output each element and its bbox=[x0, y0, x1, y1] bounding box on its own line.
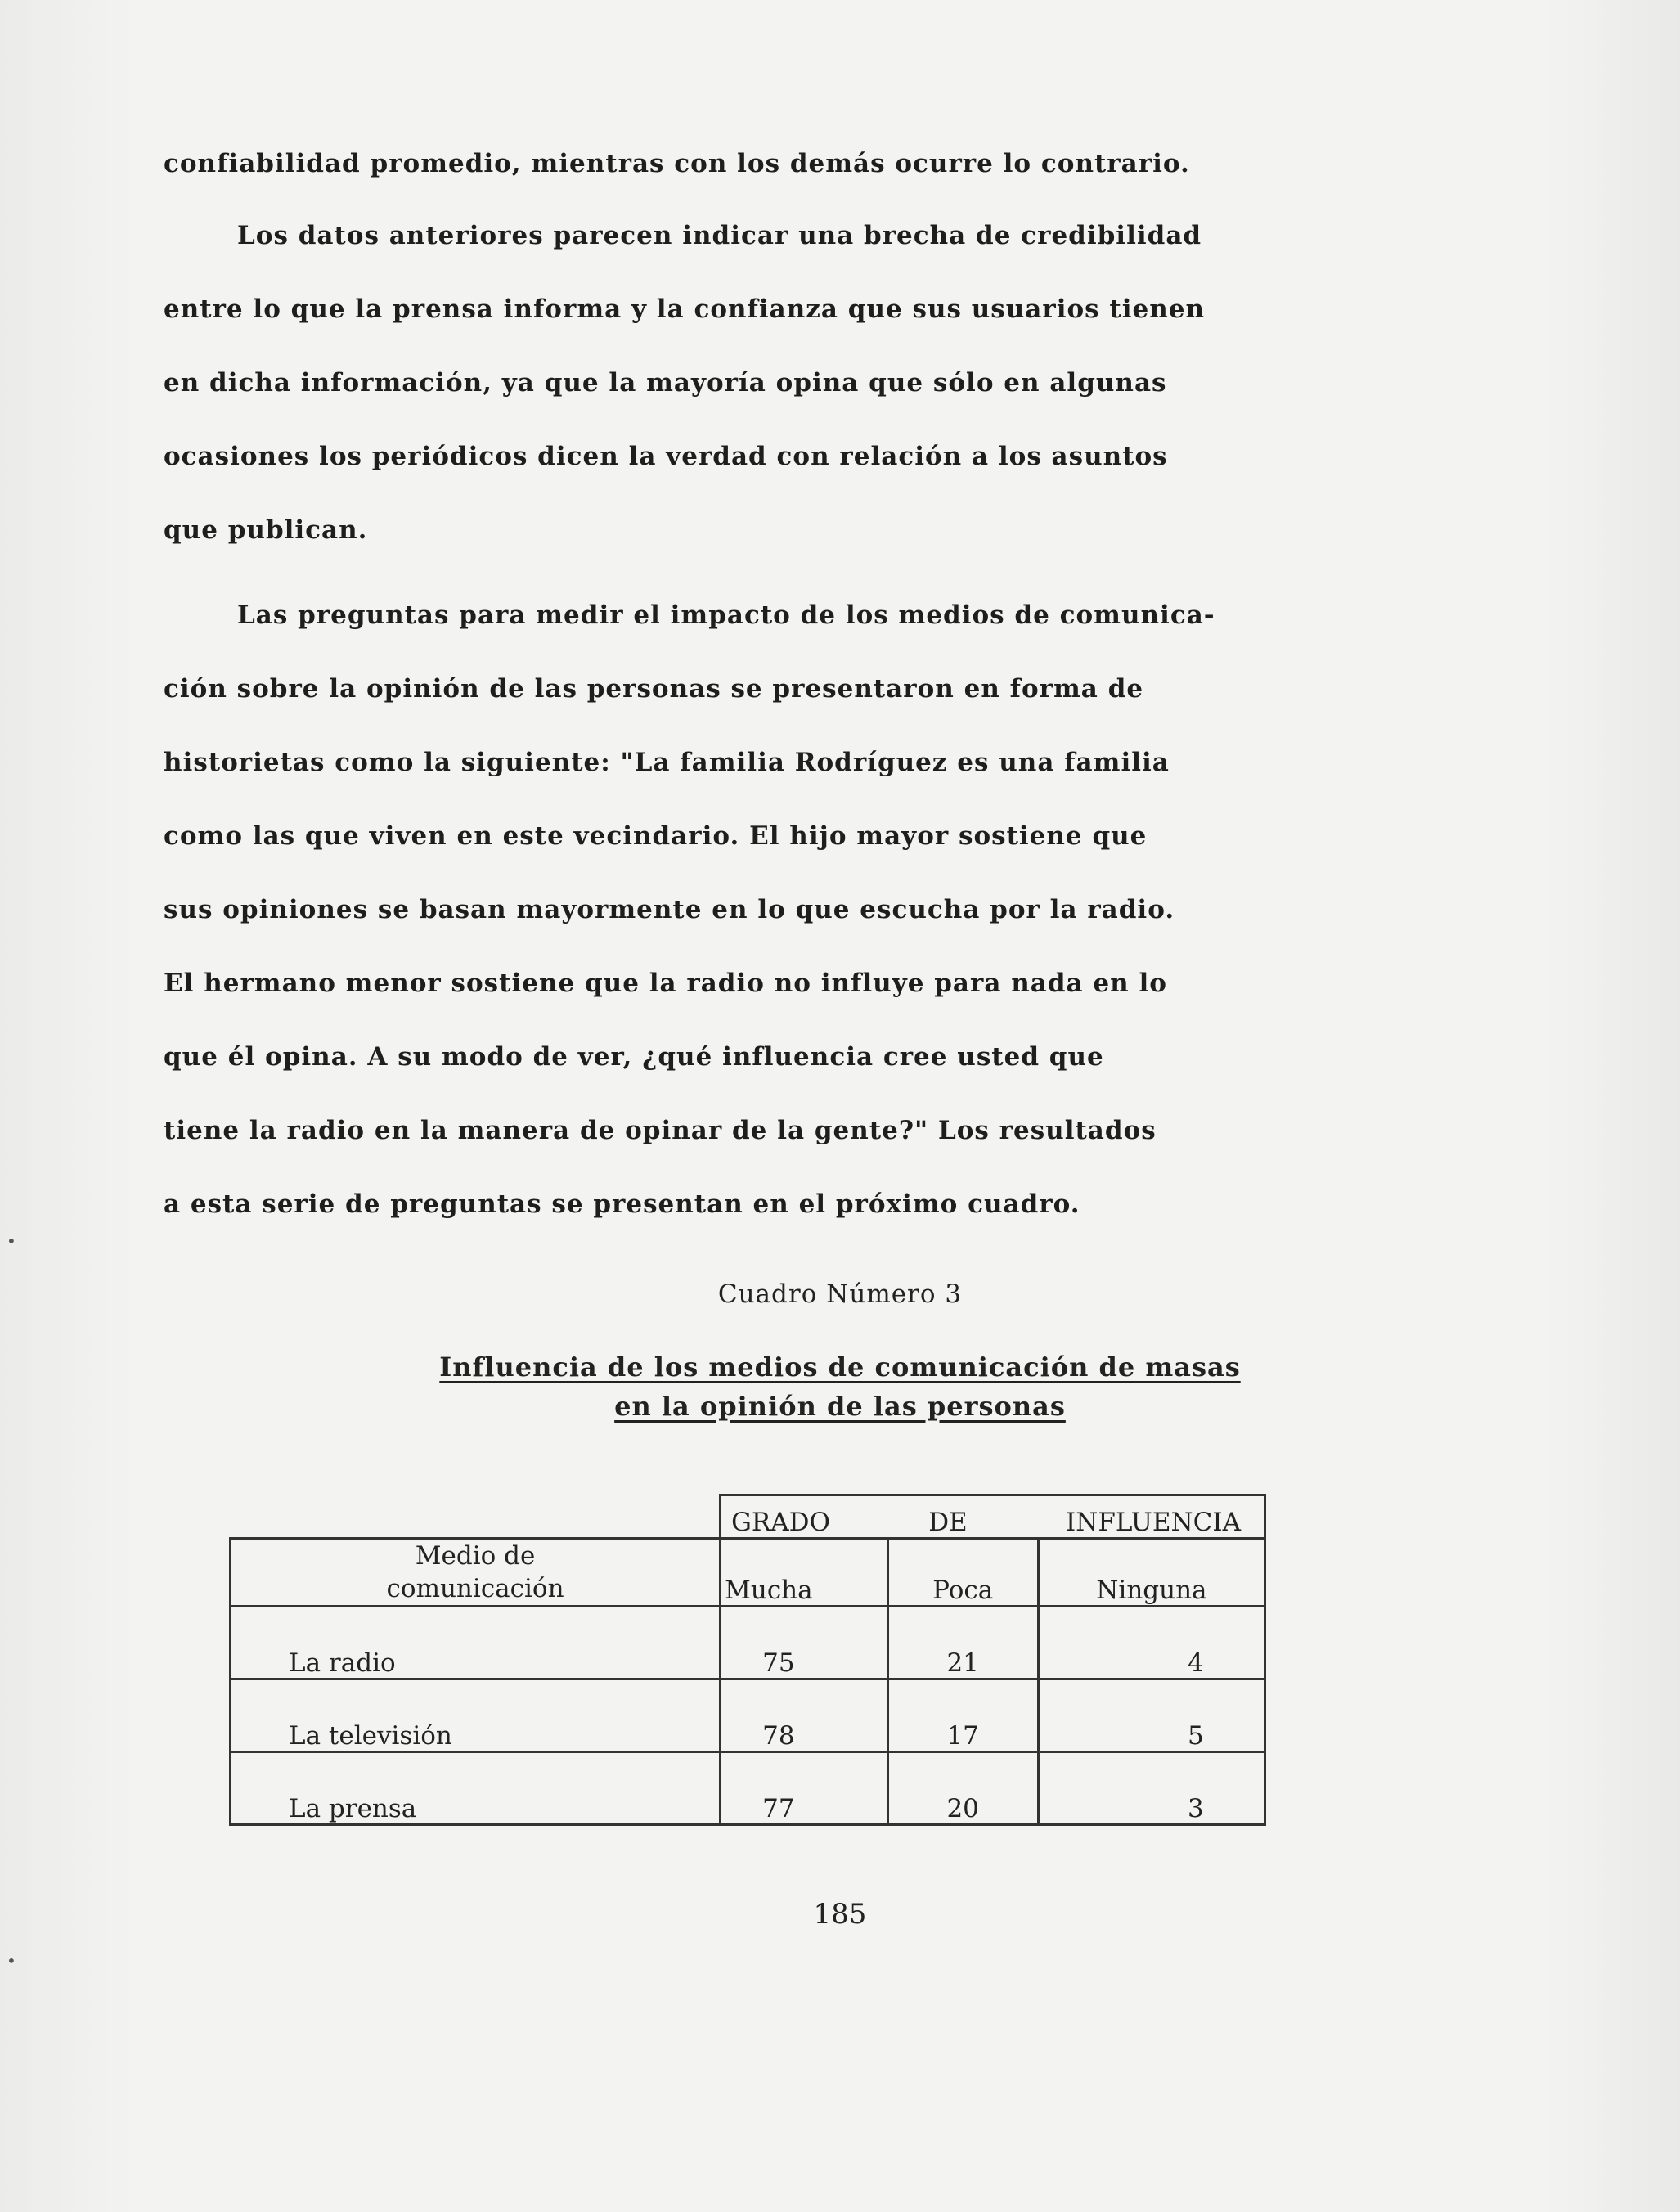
group-header-word: DE bbox=[928, 1508, 968, 1537]
table-row bbox=[231, 1752, 1265, 1825]
text-line: El hermano menor sostiene que la radio no influye para nada en lo bbox=[164, 969, 1167, 998]
column-header-ninguna: Ninguna bbox=[1038, 1539, 1264, 1607]
text-line: que publican. bbox=[164, 515, 368, 545]
text-line: sus opiniones se basan mayormente en lo que escucha por la radio. bbox=[164, 895, 1175, 924]
group-header-word: INFLUENCIA bbox=[1065, 1508, 1241, 1537]
cell-poca: 21 bbox=[887, 1607, 1038, 1679]
table-title-line-1: Influencia de los medios de comunicación de masas bbox=[439, 1351, 1241, 1382]
text-line: en dicha información, ya que la mayoría opina que sólo en algunas bbox=[164, 368, 1167, 398]
text-line: confiabilidad promedio, mientras con los demás ocurre lo contrario. bbox=[164, 149, 1190, 178]
text-line: a esta serie de preguntas se presentan en el próximo cuadro. bbox=[164, 1189, 1080, 1219]
row-label: La televisión bbox=[231, 1679, 721, 1752]
text-line: entre lo que la prensa informa y la confianza que sus usuarios tienen bbox=[164, 294, 1206, 324]
text-line: que él opina. A su modo de ver, ¿qué influencia cree usted que bbox=[164, 1042, 1104, 1072]
table-title-line-2: en la opinión de las personas bbox=[614, 1391, 1066, 1422]
text-line: ción sobre la opinión de las personas se presentaron en forma de bbox=[164, 674, 1144, 704]
table-caption: Cuadro Número 3 bbox=[717, 1279, 963, 1309]
group-header bbox=[721, 1495, 1265, 1539]
text-line: tiene la radio en la manera de opinar de la gente?" Los resultados bbox=[164, 1116, 1157, 1145]
text-line: ocasiones los periódicos dicen la verdad con relación a los asuntos bbox=[164, 442, 1168, 471]
table-row bbox=[231, 1679, 1265, 1752]
column-header-mucha: Mucha bbox=[721, 1539, 887, 1607]
cell-poca: 17 bbox=[887, 1679, 1038, 1752]
table-row bbox=[231, 1607, 1265, 1679]
cell-mucha: 75 bbox=[721, 1607, 887, 1679]
page-number: 185 bbox=[813, 1898, 867, 1931]
margin-mark: • bbox=[7, 1231, 16, 1251]
cell-mucha: 77 bbox=[721, 1752, 887, 1825]
row-label: La prensa bbox=[231, 1752, 721, 1825]
group-header-row bbox=[231, 1495, 1265, 1539]
row-label: La radio bbox=[231, 1607, 721, 1679]
text-line: Las preguntas para medir el impacto de los medios de comunica- bbox=[237, 600, 1215, 630]
row-header: Medio de comunicación bbox=[231, 1539, 721, 1607]
cell-ninguna: 5 bbox=[1038, 1679, 1264, 1752]
influence-table bbox=[229, 1494, 1266, 1826]
group-header-word: GRADO bbox=[731, 1508, 830, 1537]
cell-poca: 20 bbox=[887, 1752, 1038, 1825]
text-line: historietas como la siguiente: "La familia Rodríguez es una familia bbox=[164, 748, 1170, 777]
cell-ninguna: 4 bbox=[1038, 1607, 1264, 1679]
column-header-row bbox=[231, 1539, 1265, 1607]
text-line: Los datos anteriores parecen indicar una brecha de credibilidad bbox=[237, 221, 1202, 250]
column-header-poca: Poca bbox=[887, 1539, 1038, 1607]
cell-ninguna: 3 bbox=[1038, 1752, 1264, 1825]
cell-mucha: 78 bbox=[721, 1679, 887, 1752]
margin-mark: • bbox=[7, 1951, 16, 1971]
text-line: como las que viven en este vecindario. El hijo mayor sostiene que bbox=[164, 821, 1148, 851]
blank-cell bbox=[231, 1495, 721, 1539]
